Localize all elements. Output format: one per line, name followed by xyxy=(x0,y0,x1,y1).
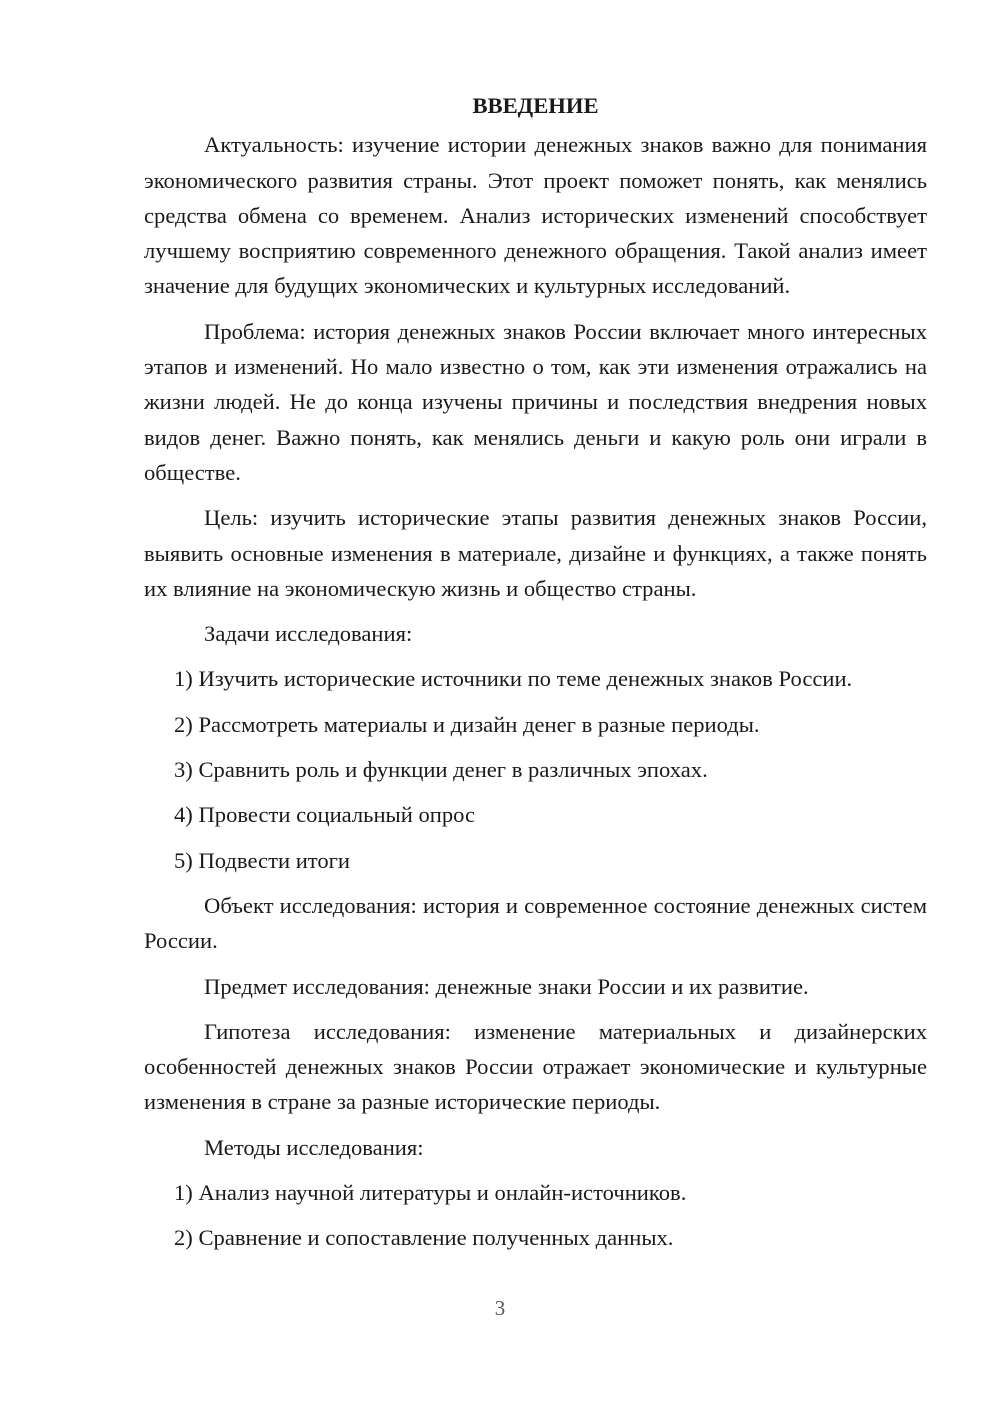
list-item: 3) Сравнить роль и функции денег в различных эпохах. xyxy=(174,757,708,783)
subject-paragraph: Предмет исследования: денежные знаки России и их развитие. xyxy=(204,973,809,999)
object-paragraph: Объект исследования: история и современное состояние денежных систем России. xyxy=(144,892,927,954)
page-content xyxy=(144,88,927,1266)
methods-heading: Методы исследования: xyxy=(204,1134,424,1160)
list-item: 1) Изучить исторические источники по теме денежных знаков России. xyxy=(174,666,853,692)
section-title: ВВЕДЕНИЕ xyxy=(472,93,599,118)
tasks-list xyxy=(144,661,927,877)
problem-paragraph: Проблема: история денежных знаков России включает много интересных этапов и изменений. Но мало известно о том, как эти изменения отражались на жизни людей. Не до конца изучены причины и последствия внедрения новых видов денег. Важно понять, как менялись деньги и какую роль они играли в обществе. xyxy=(144,318,927,485)
list-item: 2) Рассмотреть материалы и дизайн денег в разные периоды. xyxy=(174,711,760,737)
page-number: 3 xyxy=(494,1296,506,1320)
list-item: 2) Сравнение и сопоставление полученных данных. xyxy=(174,1225,674,1251)
hypothesis-paragraph: Гипотеза исследования: изменение материальных и дизайнерских особенностей денежных знаков России отражает экономические и культурные изменения в стране за разные исторические периоды. xyxy=(144,1018,927,1115)
list-item: 1) Анализ научной литературы и онлайн-источников. xyxy=(174,1180,687,1206)
methods-list xyxy=(144,1175,927,1256)
relevance-paragraph: Актуальность: изучение истории денежных знаков важно для понимания экономического развития страны. Этот проект поможет понять, как менялись средства обмена со временем. Анализ исторических изменений способствует лучшему восприятию современного денежного обращения. Такой анализ имеет значение для будущих экономических и культурных исследований. xyxy=(144,132,927,299)
tasks-heading: Задачи исследования: xyxy=(204,621,413,647)
list-item: 5) Подвести итоги xyxy=(174,847,351,873)
goal-paragraph: Цель: изучить исторические этапы развития денежных знаков России, выявить основные изменения в материале, дизайне и функциях, а также понять их влияние на экономическую жизнь и общество страны. xyxy=(144,505,927,601)
list-item: 4) Провести социальный опрос xyxy=(174,802,476,828)
